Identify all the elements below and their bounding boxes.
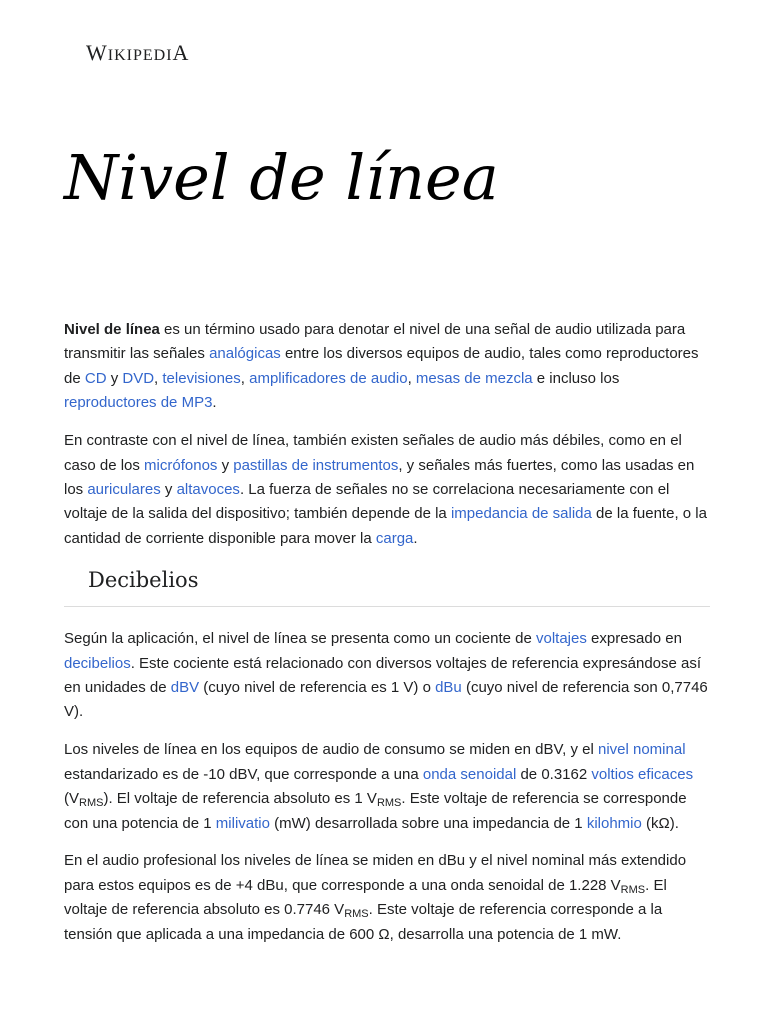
text: , y señales más fuertes, como las usadas en los: [64, 456, 695, 498]
text: y: [160, 480, 177, 498]
section-header: [64, 565, 710, 607]
text: e incluso los: [532, 369, 620, 387]
link-auriculares[interactable]: auriculares: [87, 480, 161, 498]
subscript: RMS: [344, 908, 369, 921]
link-kilohmio[interactable]: kilohmio: [586, 814, 642, 832]
text: (mW) desarrollada sobre una impedancia de 1: [269, 814, 587, 832]
text: (cuyo nivel de referencia es 1 V) o: [199, 678, 436, 696]
link-dbu[interactable]: dBu: [435, 678, 462, 696]
link-reproductores-mp3[interactable]: reproductores de MP3: [64, 394, 213, 412]
text: .: [212, 394, 217, 412]
page-title: Nivel de línea: [64, 141, 499, 214]
text: En contraste con el nivel de línea, también existen señales de audio más débiles, como en el caso de los: [64, 432, 682, 474]
link-onda-senoidal[interactable]: onda senoidal: [422, 765, 517, 783]
link-voltajes[interactable]: voltajes: [535, 630, 587, 648]
text: (kΩ).: [641, 814, 679, 832]
wordmark-letter: A: [172, 40, 190, 65]
text: entre los diversos equipos de audio, tales como reproductores de: [64, 345, 699, 387]
link-cd[interactable]: CD: [84, 369, 107, 387]
consumer-levels-paragraph: [64, 738, 710, 836]
text: de la fuente, o la cantidad de corriente disponible para mover la: [64, 505, 707, 547]
text: .: [413, 529, 418, 547]
link-televisiones[interactable]: televisiones: [162, 369, 241, 387]
text: (cuyo nivel de referencia son 0,7746 V).: [64, 678, 708, 721]
text: ). El voltaje de referencia absoluto es 1 V: [103, 790, 377, 808]
wikipedia-wordmark[interactable]: [86, 40, 189, 66]
decibel-paragraph: [64, 627, 710, 725]
subscript: RMS: [79, 797, 104, 810]
text: expresado en: [586, 630, 682, 648]
link-carga[interactable]: carga: [375, 529, 414, 547]
text: y: [217, 456, 234, 474]
text: . Este voltaje de referencia corresponde a la tensión que aplicada a una impedancia de 600 Ω, desarrolla una potencia de 1 mW.: [64, 901, 663, 943]
contrast-paragraph: [64, 429, 710, 551]
term-bold: Nivel de línea: [64, 321, 160, 338]
text: ,: [154, 369, 163, 387]
text: ,: [240, 369, 250, 387]
article-body: [64, 318, 710, 961]
link-dvd[interactable]: DVD: [122, 369, 155, 387]
text: . Este cociente está relacionado con diversos voltajes de referencia expresándose así en unidades de: [64, 654, 702, 696]
link-decibelios[interactable]: decibelios: [64, 654, 131, 672]
link-nivel-nominal[interactable]: nivel nominal: [597, 741, 686, 759]
text: . Este voltaje de referencia se corresponde con una potencia de 1: [64, 790, 687, 832]
link-microfonos[interactable]: micrófonos: [144, 456, 218, 474]
text: En el audio profesional los niveles de línea se miden en dBu y el nivel nominal más extendido para estos equipos es de +4 dBu, que corresponde a una onda senoidal de 1.228 V: [64, 852, 687, 894]
intro-paragraph: [64, 318, 710, 416]
professional-levels-paragraph: [64, 849, 710, 947]
text: y: [106, 369, 123, 387]
link-mesas-de-mezcla[interactable]: mesas de mezcla: [415, 369, 533, 387]
subscript: RMS: [376, 797, 402, 810]
text: . La fuerza de señales no se correlaciona necesariamente con el voltaje de la salida del dispositivo; también depende de la: [64, 480, 670, 523]
text: es un término usado para denotar el nivel de una señal de audio utilizada para transmitir las señales: [64, 321, 686, 363]
link-analogicas[interactable]: analógicas: [209, 345, 281, 363]
wordmark-letters: IKIPEDI: [107, 47, 173, 64]
wordmark-letter: W: [86, 40, 108, 65]
text: ,: [407, 369, 416, 387]
section-heading[interactable]: Decibelios: [88, 568, 199, 593]
link-altavoces[interactable]: altavoces: [176, 480, 240, 498]
text: de 0.3162: [516, 765, 592, 783]
text: estandarizado es de -10 dBV, que corresponde a una: [64, 765, 423, 783]
link-voltios-eficaces[interactable]: voltios eficaces: [591, 765, 694, 783]
subscript: RMS: [620, 883, 646, 896]
text: (V: [64, 790, 79, 808]
text: Según la aplicación, el nivel de línea se presenta como un cociente de: [64, 630, 536, 648]
link-dbv[interactable]: dBV: [170, 678, 200, 696]
link-milivatio[interactable]: milivatio: [215, 814, 270, 832]
text: Los niveles de línea en los equipos de audio de consumo se miden en dBV, y el: [64, 741, 598, 759]
link-impedancia-de-salida[interactable]: impedancia de salida: [450, 505, 592, 523]
link-amplificadores[interactable]: amplificadores de audio: [249, 369, 408, 387]
text: . El voltaje de referencia absoluto es 0.7746 V: [64, 876, 667, 919]
link-pastillas[interactable]: pastillas de instrumentos: [233, 456, 399, 474]
